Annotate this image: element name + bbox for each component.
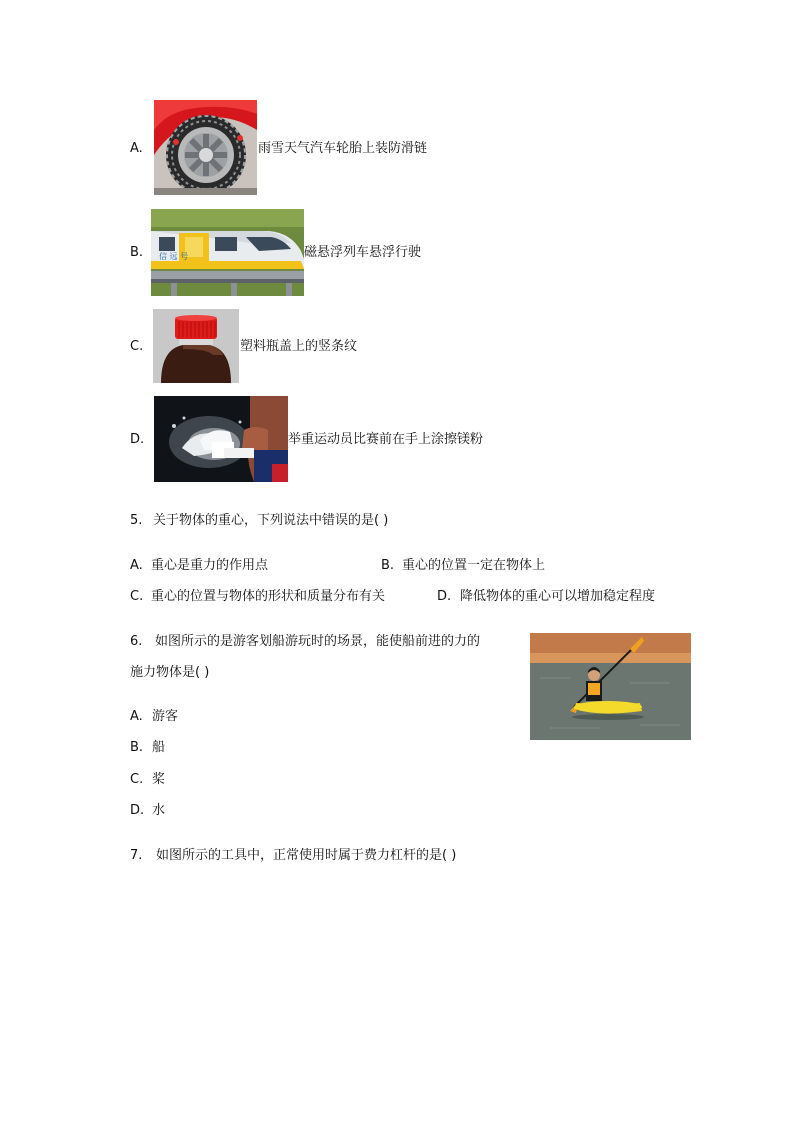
option-letter: D. <box>130 803 145 818</box>
option-text: 雨雪天气汽车轮胎上装防滑链 <box>258 141 428 156</box>
option-text: 举重运动员比赛前在手上涂擦镁粉 <box>288 432 484 447</box>
option-letter: A. <box>130 558 143 573</box>
option-letter: B. <box>130 740 144 755</box>
question-number: 7. <box>130 848 143 863</box>
question-stem: 如图所示的工具中，正常使用时属于费力杠杆的是( ) <box>156 848 457 863</box>
option-letter: A. <box>130 709 143 724</box>
option-text: 磁悬浮列车悬浮行驶 <box>304 245 422 260</box>
option-text: 重心的位置一定在物体上 <box>402 558 546 573</box>
option-letter: A. <box>130 141 143 156</box>
question-stem-line-2: 施力物体是( ) <box>130 665 210 680</box>
option-text: 游客 <box>152 709 179 724</box>
option-letter: D. <box>437 589 452 604</box>
option-letter: B. <box>130 245 144 260</box>
svg-text:信 远 号: 信 远 号 <box>159 252 189 261</box>
maglev-train-photo <box>151 209 304 296</box>
plastic-bottle-cap-photo <box>153 309 239 383</box>
option-text: 重心是重力的作用点 <box>151 558 269 573</box>
kayak-paddler-photo <box>530 633 691 740</box>
option-text: 降低物体的重心可以增加稳定程度 <box>460 589 656 604</box>
option-text: 塑料瓶盖上的竖条纹 <box>240 339 358 354</box>
weightlifter-chalk-hands-photo <box>154 396 288 482</box>
option-letter: C. <box>130 589 144 604</box>
option-text: 水 <box>152 803 166 818</box>
question-number: 5. <box>130 513 143 528</box>
option-letter: C. <box>130 339 144 354</box>
question-number: 6. <box>130 634 143 649</box>
question-stem-line-1: 如图所示的是游客划船游玩时的场景，能使船前进的力的 <box>155 634 481 649</box>
option-letter: B. <box>381 558 395 573</box>
option-text: 桨 <box>152 772 166 787</box>
option-letter: D. <box>130 432 145 447</box>
option-letter: C. <box>130 772 144 787</box>
option-text: 船 <box>152 740 166 755</box>
option-text: 重心的位置与物体的形状和质量分布有关 <box>151 589 386 604</box>
car-wheel-snow-chain-photo <box>154 100 257 195</box>
question-stem: 关于物体的重心，下列说法中错误的是( ) <box>153 513 389 528</box>
